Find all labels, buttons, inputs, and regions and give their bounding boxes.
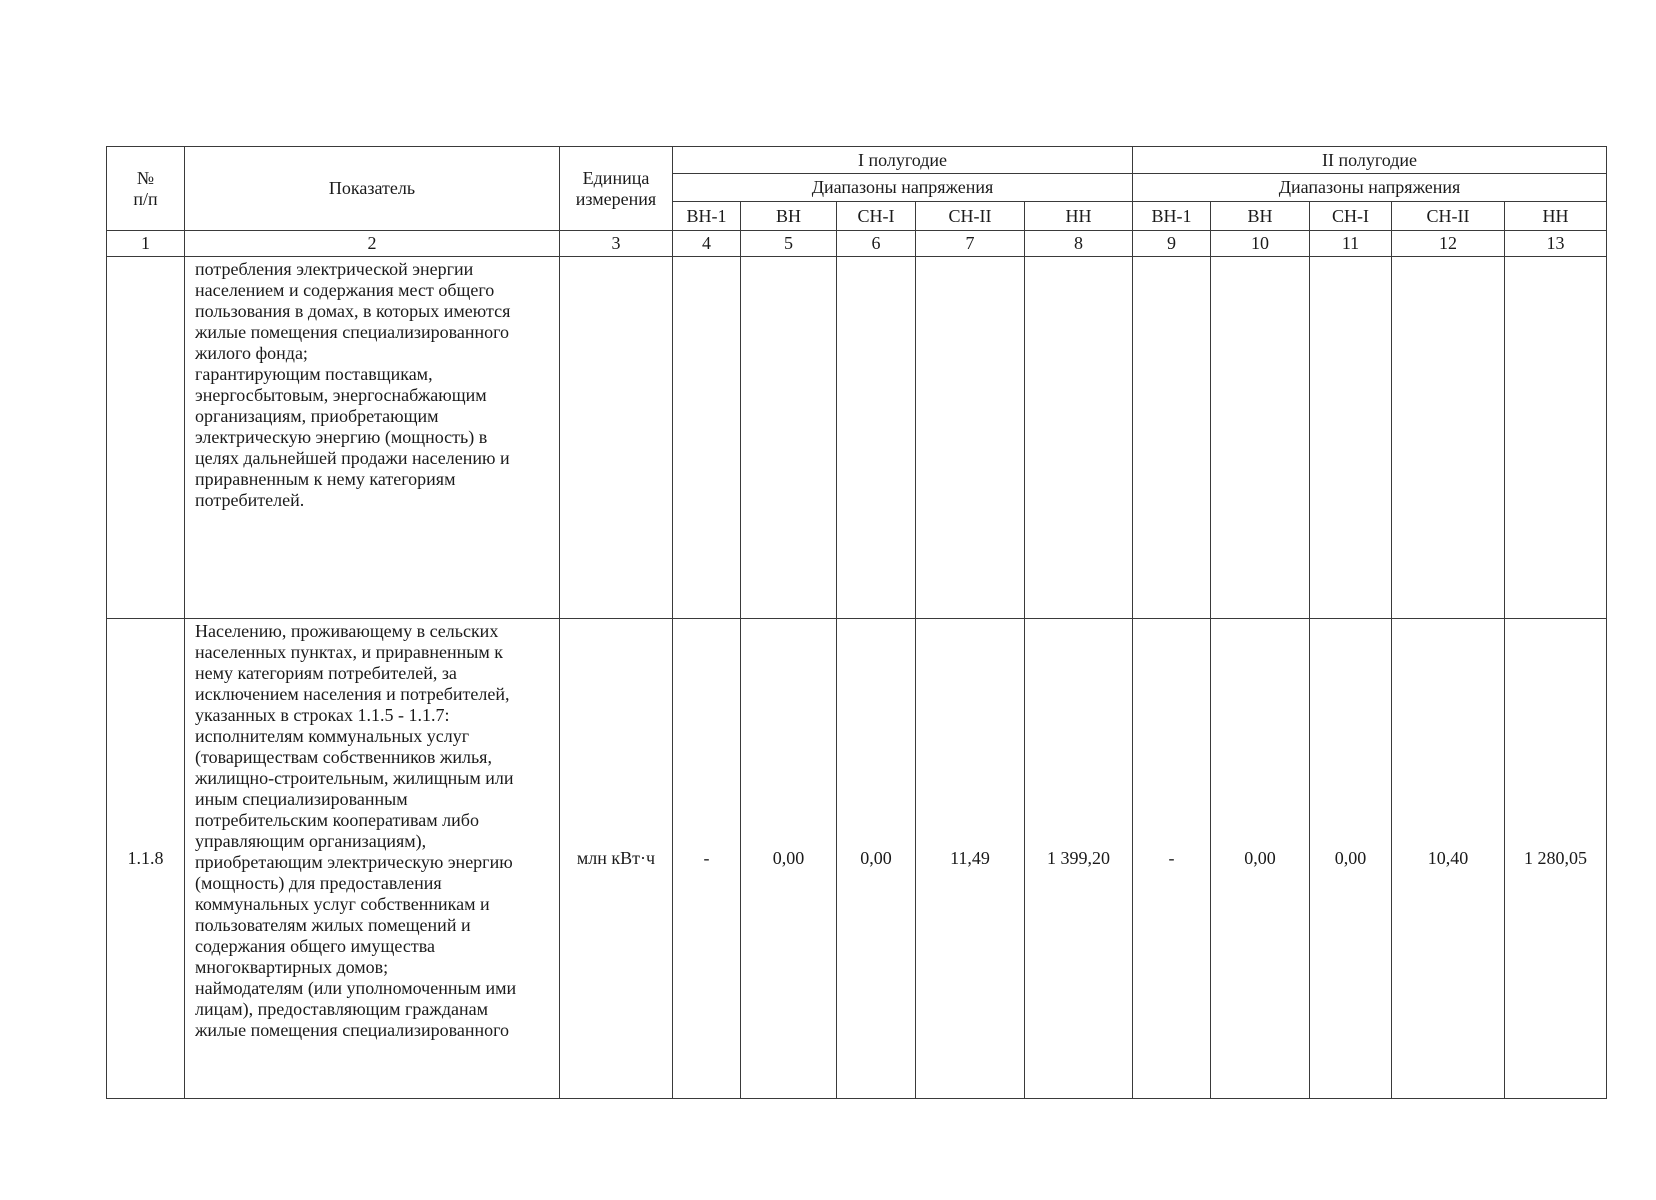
value-cell [1310,257,1392,619]
row-indicator: потребления электрической энергии населением и содержания мест общего пользования в домах, в которых имеются жилые помещения специализированного жилого фонда; гарантирующим поставщикам, энергосбытовым, энергоснабжающим организациям, приобретающим электрическую энергию (мощность) в целях дальнейшей продажи населению и приравненным к нему категориям потребителей. [185,257,560,619]
column-number: 6 [837,231,916,257]
table-row [107,619,1607,1099]
value-cell: 1 280,05 [1505,619,1607,1099]
row-number [107,257,185,619]
header-indicator: Показатель [185,147,560,231]
value-cell: 0,00 [1310,619,1392,1099]
column-number: 13 [1505,231,1607,257]
range-label: ВН-1 [1133,202,1211,231]
column-number: 2 [185,231,560,257]
range-label: СН-II [916,202,1025,231]
header-ranges-half1: Диапазоны напряжения [673,174,1133,202]
range-label: ВН-1 [673,202,741,231]
value-cell [1211,257,1310,619]
column-number: 12 [1392,231,1505,257]
header-half1: I полугодие [673,147,1133,174]
header-ranges-half2: Диапазоны напряжения [1133,174,1607,202]
value-cell: 0,00 [741,619,837,1099]
value-cell: 0,00 [1211,619,1310,1099]
value-cell: 0,00 [837,619,916,1099]
range-label: СН-II [1392,202,1505,231]
value-cell: 10,40 [1392,619,1505,1099]
value-cell [741,257,837,619]
range-label: ВН [741,202,837,231]
header-unit: Единица измерения [560,147,673,231]
column-number: 11 [1310,231,1392,257]
header-num: № п/п [107,147,185,231]
column-number: 4 [673,231,741,257]
value-cell [673,257,741,619]
row-number: 1.1.8 [107,619,185,1099]
range-label: ВН [1211,202,1310,231]
column-number: 9 [1133,231,1211,257]
column-number: 3 [560,231,673,257]
value-cell: - [673,619,741,1099]
value-cell [916,257,1025,619]
value-cell: - [1133,619,1211,1099]
column-number: 5 [741,231,837,257]
table-row [107,257,1607,619]
value-cell: 1 399,20 [1025,619,1133,1099]
range-label: НН [1025,202,1133,231]
column-number: 10 [1211,231,1310,257]
column-number: 1 [107,231,185,257]
row-unit: млн кВт·ч [560,619,673,1099]
value-cell: 11,49 [916,619,1025,1099]
header-half2: II полугодие [1133,147,1607,174]
row-unit [560,257,673,619]
value-cell [1505,257,1607,619]
value-cell [1133,257,1211,619]
column-number: 7 [916,231,1025,257]
value-cell [837,257,916,619]
tariff-table [106,146,1607,1099]
range-label: СН-I [1310,202,1392,231]
value-cell [1392,257,1505,619]
row-indicator: Населению, проживающему в сельских населенных пунктах, и приравненным к нему категориям потребителей, за исключением населения и потребителей, указанных в строках 1.1.5 - 1.1.7: исполнителям коммунальных услуг (товариществам собственников жилья, жилищно-строительным, жилищным или иным специализированным потребительским кооперативам либо управляющим организациям), приобретающим электрическую энергию (мощность) для предоставления коммунальных услуг собственникам и пользователям жилых помещений и содержания общего имущества многоквартирных домов; наймодателям (или уполномоченным ими лицам), предоставляющим гражданам жилые помещения специализированного [185,619,560,1099]
range-label: СН-I [837,202,916,231]
column-number: 8 [1025,231,1133,257]
value-cell [1025,257,1133,619]
range-label: НН [1505,202,1607,231]
